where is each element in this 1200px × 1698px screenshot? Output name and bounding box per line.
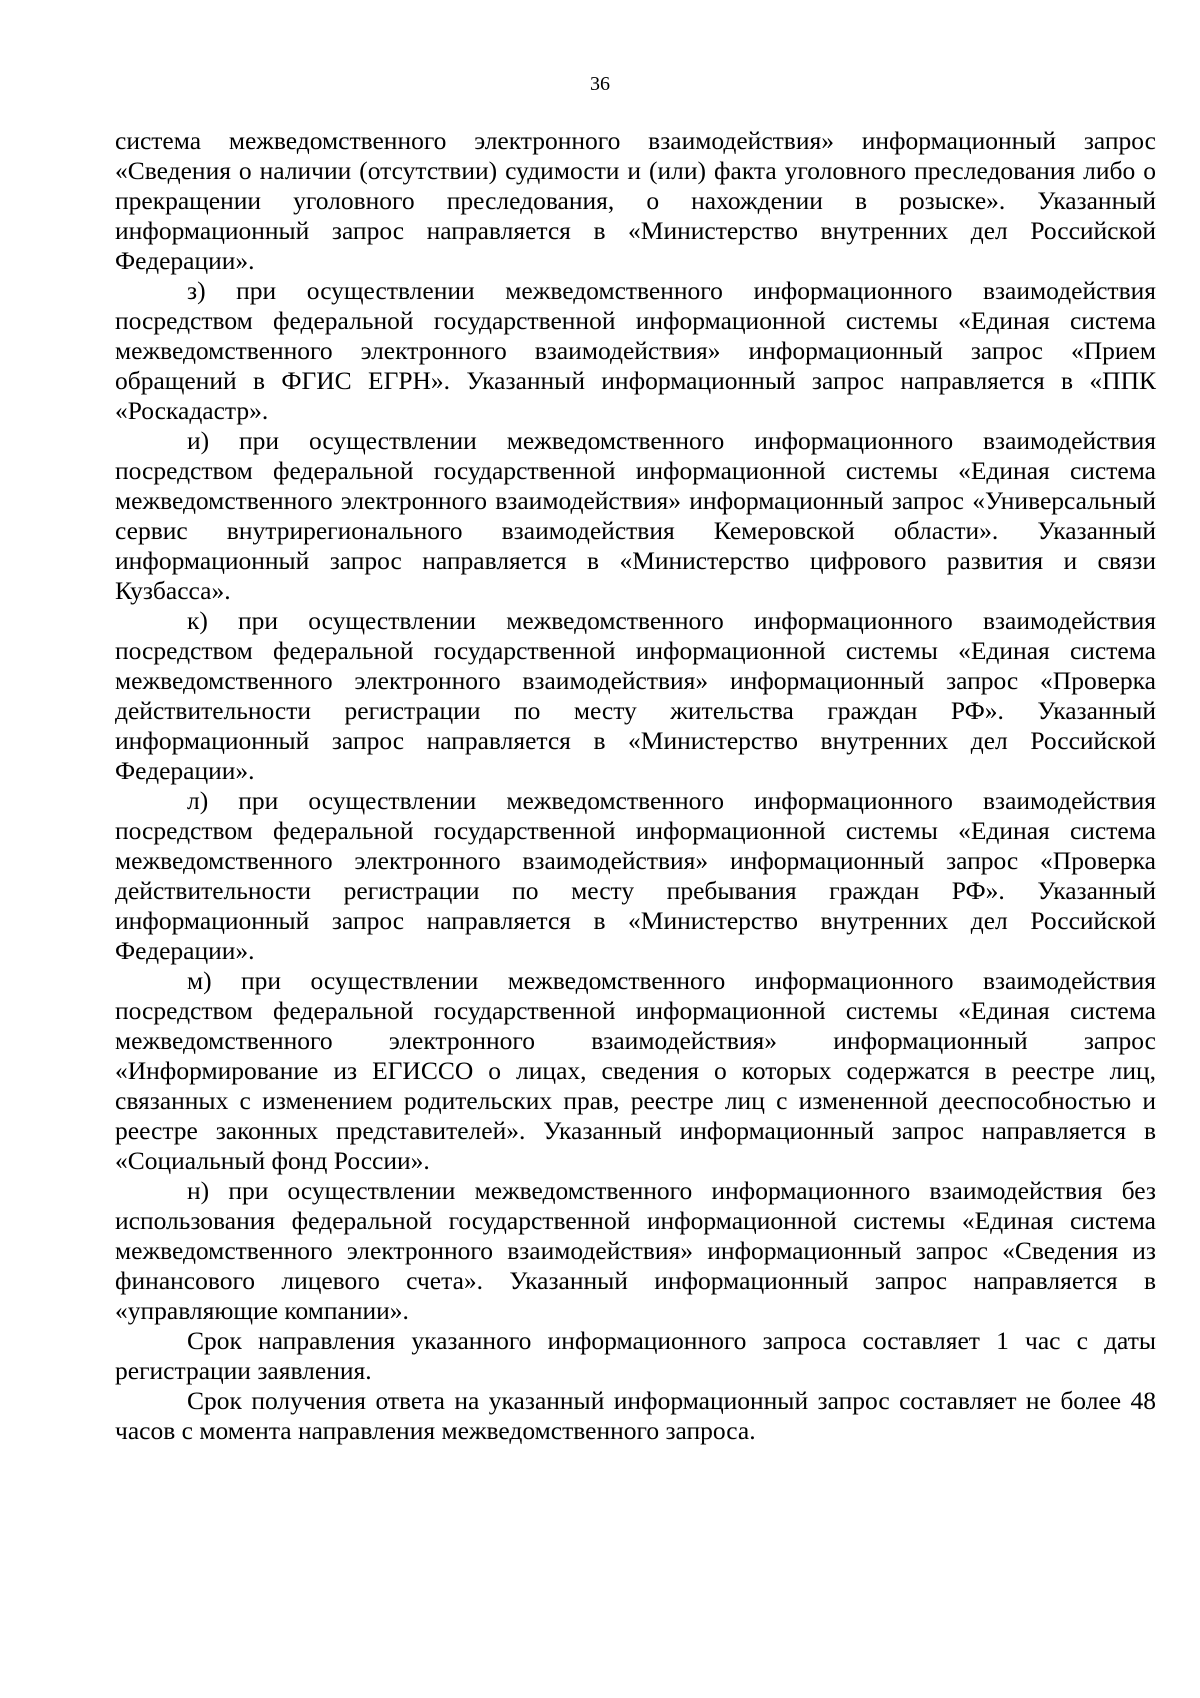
- paragraph-continuation: система межведомственного электронного взаимодействия» информационный запрос «Сведения о наличии (отсутствии) судимости и (или) факта уголовного преследования либо о прекращении уголовного преследования, о нахождении в розыске». Указанный информационный запрос направляется в «Министерство внутренних дел Российской Федерации».: [115, 126, 1156, 275]
- paragraph-item-l: л) при осуществлении межведомственного информационного взаимодействия посредством федеральной государственной информационной системы «Единая система межведомственного электронного взаимодействия» информационный запрос «Проверка действительности регистрации по месту пребывания граждан РФ». Указанный информационный запрос направляется в «Министерство внутренних дел Российской Федерации».: [115, 786, 1156, 965]
- paragraph-item-n: н) при осуществлении межведомственного информационного взаимодействия без использования федеральной государственной информационной системы «Единая система межведомственного электронного взаимодействия» информационный запрос «Сведения из финансового лицевого счета». Указанный информационный запрос направляется в «управляющие компании».: [115, 1176, 1156, 1325]
- page-number: 36: [590, 73, 610, 95]
- document-body: [115, 126, 1156, 1446]
- paragraph-response-deadline: Срок получения ответа на указанный информационный запрос составляет не более 48 часов с момента направления межведомственного запроса.: [115, 1386, 1156, 1445]
- paragraph-item-k: к) при осуществлении межведомственного информационного взаимодействия посредством федеральной государственной информационной системы «Единая система межведомственного электронного взаимодействия» информационный запрос «Проверка действительности регистрации по месту жительства граждан РФ». Указанный информационный запрос направляется в «Министерство внутренних дел Российской Федерации».: [115, 606, 1156, 785]
- paragraph-item-m: м) при осуществлении межведомственного информационного взаимодействия посредством федеральной государственной информационной системы «Единая система межведомственного электронного взаимодействия» информационный запрос «Информирование из ЕГИССО о лицах, сведения о которых содержатся в реестре лиц, связанных с изменением родительских прав, реестре лиц с измененной дееспособностью и реестре законных представителей». Указанный информационный запрос направляется в «Социальный фонд России».: [115, 966, 1156, 1175]
- paragraph-item-z: з) при осуществлении межведомственного информационного взаимодействия посредством федеральной государственной информационной системы «Единая система межведомственного электронного взаимодействия» информационный запрос «Прием обращений в ФГИС ЕГРН». Указанный информационный запрос направляется в «ППК «Роскадастр».: [115, 276, 1156, 425]
- paragraph-request-deadline: Срок направления указанного информационного запроса составляет 1 час с даты регистрации заявления.: [115, 1326, 1156, 1385]
- paragraph-item-i: и) при осуществлении межведомственного информационного взаимодействия посредством федеральной государственной информационной системы «Единая система межведомственного электронного взаимодействия» информационный запрос «Универсальный сервис внутрирегионального взаимодействия Кемеровской области». Указанный информационный запрос направляется в «Министерство цифрового развития и связи Кузбасса».: [115, 426, 1156, 605]
